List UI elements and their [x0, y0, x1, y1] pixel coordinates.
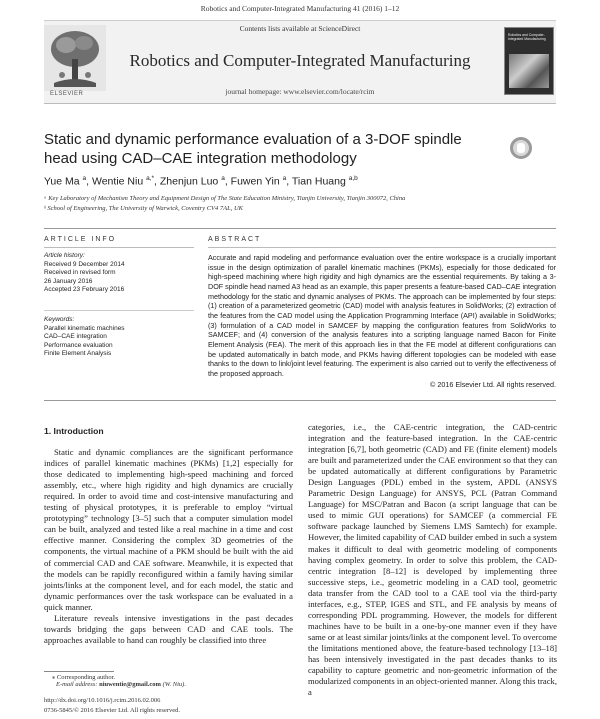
history-item: Received in revised form: [44, 269, 116, 277]
paper-title: Static and dynamic performance evaluation of a 3-DOF spindle head using CAD–CAE integration methodology: [44, 131, 462, 167]
corresponding-author-note: ⁎ Corresponding author.: [52, 674, 116, 681]
journal-title[interactable]: Robotics and Computer-Integrated Manufacturing: [129, 51, 471, 70]
cover-title: Robotics and Computer-Integrated Manufacturing: [508, 33, 546, 41]
body-column-left: [44, 426, 293, 646]
email-label: E-mail address:: [56, 681, 98, 688]
body-paragraph: Literature reveals intensive investigations in the past decades towards bridging the gaps between CAD and CAE tools. The approaches available to hand can roughly be classified into three: [44, 612, 293, 645]
body-column-right: [308, 422, 557, 698]
email-name: (W. Niu).: [162, 681, 186, 688]
author-name[interactable]: Wentie Niu: [92, 175, 147, 188]
introduction-heading: 1. Introduction: [44, 426, 104, 436]
issn-copyright: 0736-5845/© 2016 Elsevier Ltd. All rights reserved.: [44, 707, 180, 714]
journal-cover-image: [504, 27, 554, 95]
article-info-heading: ARTICLE INFO: [44, 236, 117, 243]
journal-masthead: [44, 20, 556, 104]
keywords-block: [44, 316, 194, 359]
body-paragraph: Static and dynamic compliances are the significant performance indices of parallel kinematic machines (PKMs) [1,2] especially for those dedicated to implementing high-speed machining and forced assembly, etc., where high rigidity and high dynamics are crucially required. In order to avoid time and cost-intensive manufacturing and testing of physical prototypes, it is preferable to employ “virtual prototyping” technology [3–5] such that a computer simulation model can be built, analyzed and tested like a real machine in a time and cost effective manner. Considering the complex 3D geometries of the components, the virtual machine of a PKM should be built with the aid of commercial CAD and CAE software. Meanwhile, it is expected that the models can be rapidly reconfigured within a family having similar joints/links at the component level, and for each model, the static and dynamic performances over the task workspace can be evaluated in a quick manner.: [44, 447, 293, 612]
divider: [44, 228, 556, 229]
journal-homepage-link[interactable]: journal homepage: www.elsevier.com/locate/rcim: [225, 87, 375, 96]
author-name[interactable]: Fuwen Yin: [230, 175, 283, 188]
abstract-heading: ABSTRACT: [208, 236, 262, 243]
history-item: 26 January 2016: [44, 277, 93, 285]
email-link[interactable]: niuwentie@gmail.com: [99, 681, 161, 688]
keyword-item: Parallel kinematic machines: [44, 324, 125, 332]
crossmark-icon[interactable]: [510, 137, 532, 159]
author-name[interactable]: Tian Huang: [291, 175, 349, 188]
author-separator: ,: [154, 175, 160, 188]
publisher-label: ELSEVIER: [50, 91, 84, 97]
contents-line: Contents lists available at ScienceDirect: [239, 24, 361, 33]
email-footnote: [56, 681, 186, 688]
abstract-text: Accurate and rapid modeling and performance evaluation over the entire workspace is a crucially important issue in the design optimization of parallel kinematic machines (PKMs), especially for those dedicated for high-speed machining where high rigidity and high dynamics are the essential requirements. By taking a 3-DOF spindle head named A3 head as an example, this paper presents a feature-based CAD–CAE integration methodology for the static and dynamic analyses of PKMs. The approach can be implemented by four steps: (1) creation of a parameterized geometric (CAD) model with analysis features in SolidWorks; (2) extraction of the features from the CAD model using the Application Programming Interface (API) available in SolidWorks; (3) formulation of a CAD model in SAMCEF by mapping the configuration features from SolidWorks to SAMCEF; and (4) conversion of the analysis features into a scripting language named Bacon for Finite Element Analysis (FEA). The merit of this approach lies in that the FE model at different configurations can be updated automatically in batch mode, and PKMs having different topologies can be modeled with ease thanks to the down to link/joint level featuring. The experiment is also carried out to verify the effectiveness of the proposed approach.: [208, 253, 557, 378]
history-item: Accepted 23 February 2016: [44, 286, 125, 294]
author-affiliation-mark: a,b: [348, 175, 358, 182]
abstract-copyright: © 2016 Elsevier Ltd. All rights reserved.: [430, 380, 556, 389]
history-heading: Article history:: [44, 252, 85, 259]
doi-link[interactable]: http://dx.doi.org/10.1016/j.rcim.2016.02.006: [44, 697, 161, 704]
history-item: Received 9 December 2014: [44, 260, 125, 268]
author-separator: ,: [86, 175, 92, 188]
keyword-item: CAD–CAE integration: [44, 333, 107, 341]
author-affiliation-mark: a: [282, 175, 287, 182]
author-affiliation-mark: a: [82, 175, 87, 182]
divider: [44, 247, 194, 248]
divider: [208, 247, 556, 248]
keyword-item: Finite Element Analysis: [44, 350, 112, 358]
author-name[interactable]: Zhenjun Luo: [159, 175, 222, 188]
footnote-divider: [44, 671, 114, 672]
article-history: [44, 252, 194, 295]
author-affiliation-mark: a: [221, 175, 225, 182]
cover-illustration: [509, 54, 549, 88]
keyword-item: Performance evaluation: [44, 341, 113, 349]
divider: [44, 310, 194, 311]
keywords-heading: Keywords:: [44, 316, 75, 323]
body-paragraph: categories, i.e., the CAE-centric integration, the CAD-centric integration and the feature-based integration. In the CAE-centric integration [6,7], both geometric (CAD) and FE (finite element) models are built and parameterized under the CAE environment so that they can be updated automatically at different configurations by Parametric Design Languages (PDL) embed in the system, APDL (ANSYS Parametric Design Language) for ANSYS, PCL (Patran Command Language) for MSC/Patran and Bacon (a script language that can be used to mimic GUI operations) for SAMCEF (a commercial FE software package launched by Siemens LMS Samtech) for example. However, the limited capability of CAD builder embed in such a system makes it difficult to deal with geometric modeling of components having complex geometry. In order to solve this problem, the CAD-centric integration [8–12] is developed by implementing three successive steps, i.e., geometric modeling in a CAD tool, geometric data transfer from the CAD tool to a CAE tool via the third-party interfaces, e.g., STEP, IGES and STL, and FE analysis by means of corresponding PDL programming. However, the models for different machines have to be built in a one-by-one manner even if they have same or at least similar joints/links at the component level. To overcome the limitations mentioned above, the feature-based technology [13–18] has been intensively investigated in the past decades thanks to its capability to capture geometric and non-geometric information of the modularized components in an object-oriented manner. Along this track, a: [308, 422, 557, 698]
author-list: [44, 175, 544, 188]
author-separator: ,: [224, 175, 231, 188]
affiliation-a: ᵃ Key Laboratory of Mechanism Theory and Equipment Design of The State Education Ministry, Tianjin University, Tianjin 300072, China: [44, 195, 406, 202]
author-affiliation-mark: a,*: [146, 175, 155, 182]
affiliation-b: ᵇ School of Engineering, The University of Warwick, Coventry CV4 7AL, UK: [44, 205, 244, 212]
author-name[interactable]: Yue Ma: [44, 175, 83, 188]
author-separator: ,: [286, 175, 292, 188]
elsevier-tree-logo: [44, 25, 106, 91]
running-head: Robotics and Computer-Integrated Manufacturing 41 (2016) 1–12: [200, 4, 400, 13]
divider: [44, 400, 556, 401]
